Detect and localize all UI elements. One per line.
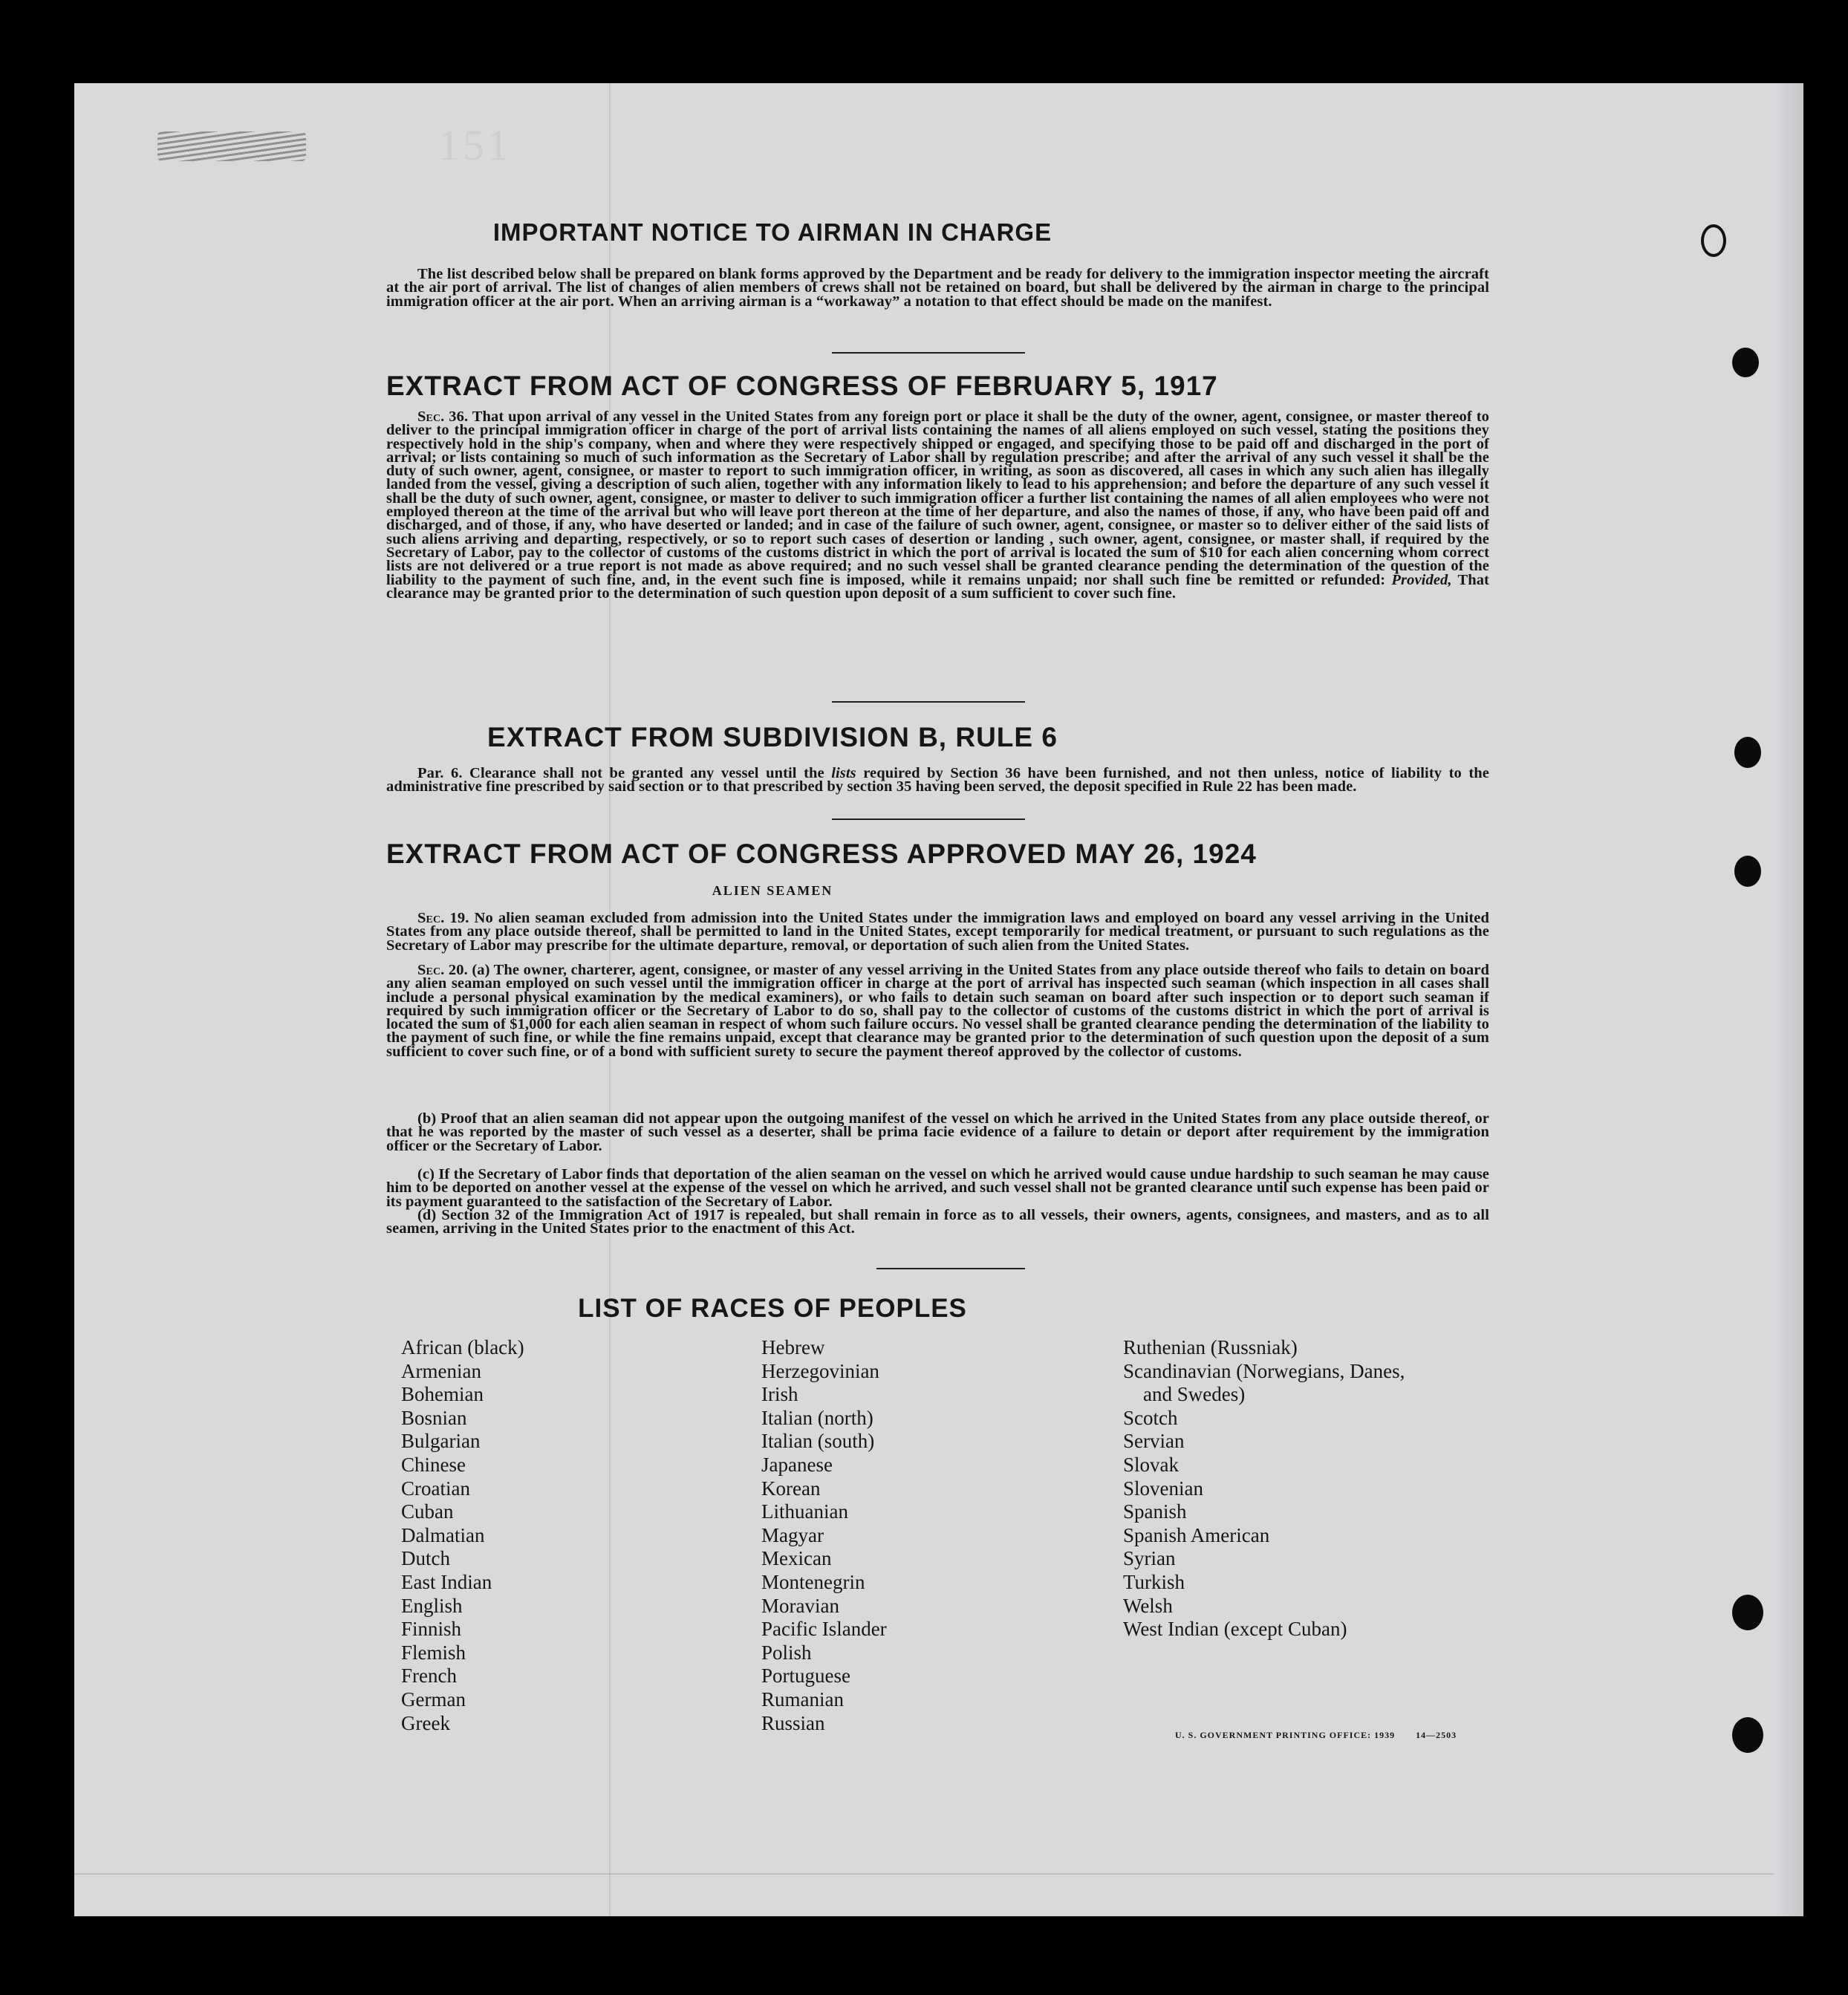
race-list-item: Greek (401, 1711, 450, 1734)
race-list-item: Croatian (401, 1477, 470, 1500)
act-1924-subheading: ALIEN SEAMEN (712, 883, 833, 898)
race-list-item: Finnish (401, 1618, 462, 1641)
race-list-item: Herzegovinian (761, 1359, 879, 1382)
binding-hole (1701, 224, 1726, 257)
act-1924-section-20d: (d) Section 32 of the Immigration Act of 1917 is repealed, but shall remain in force as to all vessels, their owners, agents, consignees, and masters, and as to all seamen, arriving in the United States prior to the enactment of this Act. (386, 1207, 1489, 1237)
race-list-item: African (black) (401, 1336, 524, 1358)
notice-heading: IMPORTANT NOTICE TO AIRMAN IN CHARGE (492, 218, 1052, 246)
binding-hole (1732, 348, 1759, 377)
race-list-item: Armenian (401, 1359, 481, 1382)
page-edge-shadow (1774, 83, 1803, 1916)
race-list-item: and Swedes) (1123, 1383, 1246, 1406)
race-list-item: Bohemian (401, 1383, 484, 1406)
race-list-item: German (401, 1688, 466, 1711)
race-list-item: Dutch (401, 1547, 450, 1570)
race-list-item: Spanish (1123, 1500, 1187, 1523)
binding-hole (1734, 856, 1761, 887)
race-list-item: Moravian (761, 1594, 839, 1617)
race-list-item: Lithuanian (761, 1500, 848, 1523)
binding-hole (1732, 1595, 1763, 1630)
rule6-heading: EXTRACT FROM SUBDIVISION B, RULE 6 (487, 722, 1058, 752)
divider-rule (832, 352, 1025, 354)
race-list-item: Hebrew (761, 1336, 825, 1358)
race-list-item: Russian (761, 1711, 825, 1734)
document-sheet (74, 83, 1803, 1916)
notice-text: The list described below shall be prepared on blank forms approved by the Department and be ready for delivery to the immigration inspector meeting the aircraft at the air port of arrival. The list of changes of alien members of crews shall not be retained on board, but shall be delivered by the airman in charge to the principal immigration officer at the air port. When an arriving airman is a “workaway” a notation to that effect should be made on the manifest. (386, 266, 1489, 310)
printing-office-note: U. S. GOVERNMENT PRINTING OFFICE: 1939 14—2503 (1175, 1730, 1457, 1740)
act-1924-heading: EXTRACT FROM ACT OF CONGRESS APPROVED MAY 26, 1924 (386, 839, 1257, 869)
act-1924-section-20a: Sec. 20. (a) The owner, charterer, agent, consignee, or master of any vessel arriving in the United States from any place outside thereof who fails to detain on board any alien seaman employed on such vessel until the immigration officer in charge at the port of arrival has inspected such seaman (which inspection in all cases shall include a personal physical examination by the medical examiners), or who fails to detain such seaman on board after such inspection or to deport such seaman if required by such immigration officer or the Secretary of Labor to do so, shall pay to the collector of customs of the customs district in which the port of arrival is located the sum of $1,000 for each alien seaman in respect of whom such failure occurs. No vessel shall be granted clearance pending the determination of the liability to the payment of such fine, or while the fine remains unpaid, except that clearance may be granted prior to the determination of such question upon the deposit of a sum sufficient to cover such fine, or of a bond with sufficient surety to secure the payment thereof approved by the collector of customs. (386, 962, 1489, 1060)
act-1924-section-19: Sec. 19. No alien seaman excluded from admission into the United States under the immigration laws and employed on board any vessel arriving in the United States from any place outside thereof, shall be permitted to land in the United States, except temporarily for medical treatment, or pursuant to such regulations as the Secretary of Labor may prescribe for the ultimate departure, removal, or deportation of such alien from the United States. (386, 910, 1489, 954)
race-list-item: Chinese (401, 1453, 466, 1476)
race-list-item: Cuban (401, 1500, 454, 1523)
races-column-3 (1123, 1336, 1405, 1641)
redaction-scribble (157, 131, 306, 161)
race-list-item: Pacific Islander (761, 1618, 887, 1641)
race-list-item: Syrian (1123, 1547, 1176, 1570)
fold-line-horizontal (74, 1873, 1803, 1875)
race-list-item: Scandinavian (Norwegians, Danes, (1123, 1359, 1405, 1382)
race-list-item: Magyar (761, 1523, 824, 1546)
race-list-item: Bosnian (401, 1406, 467, 1429)
race-list-item: Spanish American (1123, 1523, 1270, 1546)
race-list-item: Mexican (761, 1547, 832, 1570)
act-1924-section-20c: (c) If the Secretary of Labor finds that deportation of the alien seaman on the vessel on which he arrived would cause undue hardship to such seaman he may cause him to be deported on another vessel at the expense of the vessel on which he arrived, and such vessel shall not be granted clearance until such expense has been paid or its payment guaranteed to the satisfaction of the Secretary of Labor. (386, 1166, 1489, 1210)
races-column-1 (401, 1336, 524, 1735)
divider-rule (832, 818, 1025, 820)
race-list-item: Servian (1123, 1430, 1185, 1453)
race-list-item: Portuguese (761, 1664, 850, 1688)
rule6-paragraph: Par. 6. Clearance shall not be granted any vessel until the lists required by Section 36 have been furnished, and not then unless, notice of liability to the administrative fine prescribed by said section or to that prescribed by section 35 having been served, the deposit specified in Rule 22 has been made. (386, 765, 1489, 795)
page-number: 151 (438, 121, 512, 169)
race-list-item: Korean (761, 1477, 821, 1500)
race-list-item: Rumanian (761, 1688, 844, 1711)
race-list-item: Polish (761, 1641, 812, 1664)
race-list-item: Dalmatian (401, 1523, 485, 1546)
race-list-item: East Indian (401, 1570, 492, 1593)
divider-rule (832, 701, 1025, 703)
race-list-item: Bulgarian (401, 1430, 481, 1453)
act-1924-section-20b: (b) Proof that an alien seaman did not appear upon the outgoing manifest of the vessel on which he arrived in the United States from any place outside thereof, or that he was reported by the master of such vessel as a deserter, shall be prima facie evidence of a failure to detain or deport after requirement by the immigration officer or the Secretary of Labor. (386, 1110, 1489, 1154)
race-list-item: Italian (north) (761, 1406, 873, 1429)
race-list-item: French (401, 1664, 457, 1688)
race-list-item: Turkish (1123, 1570, 1185, 1593)
act-1917-section-36: Sec. 36. That upon arrival of any vessel in the United States from any foreign port or place it shall be the duty of the owner, agent, consignee, or master thereof to deliver to the principal immigration officer in charge of the port of arrival lists containing the names of all aliens employed on such vessel, stating the positions they respectively hold in the ship's company, when and where they were respectively shipped or engaged, and specifying those to be paid off and discharged in the port of arrival; or lists containing so much of such information as the Secretary of Labor shall by regulation prescribe; and after the arrival of any such vessel it shall be the duty of such owner, agent, consignee, or master to report to such immigration officer, in writing, as soon as discovered, all cases in which any such alien has illegally landed from the vessel, giving a description of such alien, together with any information likely to lead to his apprehension; and before the departure of any such vessel it shall be the duty of such owner, agent, consignee, or master to deliver to such immigration officer a further list containing the names of all alien employees who were not employed thereon at the time of the arrival but who will leave port thereon at the time of her departure, and also the names of those, if any, who have been paid off and discharged, and of those, if any, who have deserted or landed; and in case of the failure of such owner, agent, consignee, or master so to deliver either of the said lists of such aliens arriving and departing, respectively, or so to report such cases of desertion or landing , such owner, agent, consignee, or master shall, if required by the Secretary of Labor, pay to the collector of customs of the customs district in which the port of arrival is located the sum of $10 for each alien concerning whom correct lists are not delivered or a true report is not made as above required; and no such vessel shall be granted clearance pending the determination of the question of the liability to the payment of such fine, and, in the event such fine is imposed, while it remains unpaid; nor shall such fine be remitted or refunded: Provided, That clearance may be granted prior to the determination of such question upon deposit of a sum sufficient to cover such fine. (386, 409, 1489, 602)
race-list-item: Montenegrin (761, 1570, 865, 1593)
race-list-item: Irish (761, 1383, 798, 1406)
races-column-2 (761, 1336, 887, 1735)
race-list-item: Japanese (761, 1453, 833, 1476)
act-1917-heading: EXTRACT FROM ACT OF CONGRESS OF FEBRUARY 5, 1917 (386, 371, 1218, 401)
race-list-item: Scotch (1123, 1406, 1178, 1429)
race-list-item: West Indian (except Cuban) (1123, 1618, 1347, 1641)
race-list-item: Slovenian (1123, 1477, 1203, 1500)
race-list-item: Ruthenian (Russniak) (1123, 1336, 1298, 1358)
divider-rule (876, 1268, 1025, 1269)
binding-hole (1734, 737, 1761, 768)
race-list-item: Italian (south) (761, 1430, 875, 1453)
races-heading: LIST OF RACES OF PEOPLES (578, 1294, 967, 1323)
race-list-item: Slovak (1123, 1453, 1180, 1476)
race-list-item: English (401, 1594, 463, 1617)
binding-hole (1732, 1717, 1763, 1753)
race-list-item: Welsh (1123, 1594, 1173, 1617)
race-list-item: Flemish (401, 1641, 466, 1664)
